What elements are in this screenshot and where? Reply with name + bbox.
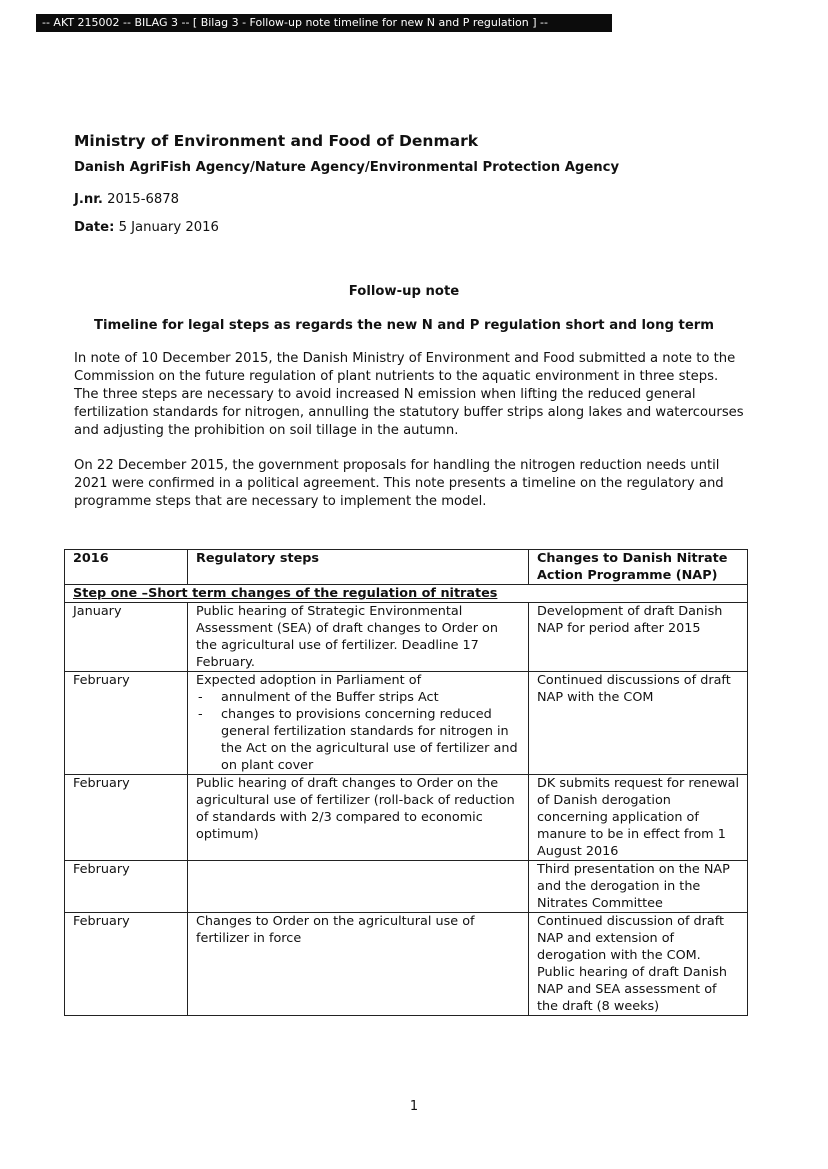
journal-number-label: J.nr.: [74, 192, 103, 207]
header-bar: -- AKT 215002 -- BILAG 3 -- [ Bilag 3 - Follow-up note timeline for new N and P regulation ] --: [36, 14, 612, 32]
row-month: January: [65, 603, 188, 672]
table-row: [65, 672, 748, 775]
date-label: Date:: [74, 220, 115, 235]
regulatory-list: [196, 689, 522, 774]
journal-number-value: 2015-6878: [107, 192, 180, 207]
row-regulatory: Public hearing of Strategic Environmental Assessment (SEA) of draft changes to Order on the agricultural use of fertilizer. Deadline 17 February.: [188, 603, 529, 672]
journal-number: [74, 192, 179, 207]
document-date: [74, 220, 219, 235]
row-regulatory: Changes to Order on the agricultural use of fertilizer in force: [188, 913, 529, 1016]
agreement-paragraph: On 22 December 2015, the government proposals for handling the nitrogen reduction needs until 2021 were confirmed in a political agreement. This note presents a timeline on the regulatory and programme steps that are necessary to implement the model.: [74, 458, 724, 509]
row-nap: Continued discussions of draft NAP with the COM: [529, 672, 748, 775]
list-item: - changes to provisions concerning reduced general fertilization standards for nitrogen in the Act on the agricultural use of fertilizer and on plant cover: [196, 706, 522, 774]
header-nap-changes: Changes to Danish Nitrate Action Programme (NAP): [529, 550, 748, 585]
timeline-table: [64, 549, 748, 1016]
row-month: February: [65, 775, 188, 861]
note-subtitle: Timeline for legal steps as regards the new N and P regulation short and long term: [93, 318, 715, 333]
page-number: 1: [409, 1099, 419, 1114]
row-regulatory: [188, 672, 529, 775]
ministry-name: Ministry of Environment and Food of Denmark: [74, 132, 479, 150]
row-nap: DK submits request for renewal of Danish derogation concerning application of manure to be in effect from 1 August 2016: [529, 775, 748, 861]
table-row: [65, 913, 748, 1016]
header-year: 2016: [65, 550, 188, 585]
table-row: [65, 861, 748, 913]
row-month: February: [65, 672, 188, 775]
row-month: February: [65, 913, 188, 1016]
table-header-row: [65, 550, 748, 585]
row-regulatory: Public hearing of draft changes to Order on the agricultural use of fertilizer (roll-back of reduction of standards with 2/3 compared to economic optimum): [188, 775, 529, 861]
header-regulatory-steps: Regulatory steps: [188, 550, 529, 585]
step-one-heading: Step one –Short term changes of the regulation of nitrates: [65, 585, 748, 603]
row-regulatory: [188, 861, 529, 913]
row-month: February: [65, 861, 188, 913]
regulatory-intro: Expected adoption in Parliament of: [196, 673, 422, 688]
agency-name: Danish AgriFish Agency/Nature Agency/Environmental Protection Agency: [74, 160, 620, 175]
date-value: 5 January 2016: [118, 220, 219, 235]
row-nap: Development of draft Danish NAP for period after 2015: [529, 603, 748, 672]
step-one-row: [65, 585, 748, 603]
row-nap: Third presentation on the NAP and the derogation in the Nitrates Committee: [529, 861, 748, 913]
table-row: [65, 603, 748, 672]
intro-paragraph: In note of 10 December 2015, the Danish Ministry of Environment and Food submitted a note to the Commission on the future regulation of plant nutrients to the aquatic environment in three steps. The three steps are necessary to avoid increased N emission when lifting the reduced general fertilization standards for nitrogen, annulling the statutory buffer strips along lakes and watercourses and adjusting the prohibition on soil tillage in the autumn.: [74, 351, 744, 438]
row-nap: Continued discussion of draft NAP and extension of derogation with the COM. Public hearing of draft Danish NAP and SEA assessment of the draft (8 weeks): [529, 913, 748, 1016]
note-title: Follow-up note: [348, 284, 460, 299]
table-row: [65, 775, 748, 861]
list-item: - annulment of the Buffer strips Act: [196, 689, 522, 706]
